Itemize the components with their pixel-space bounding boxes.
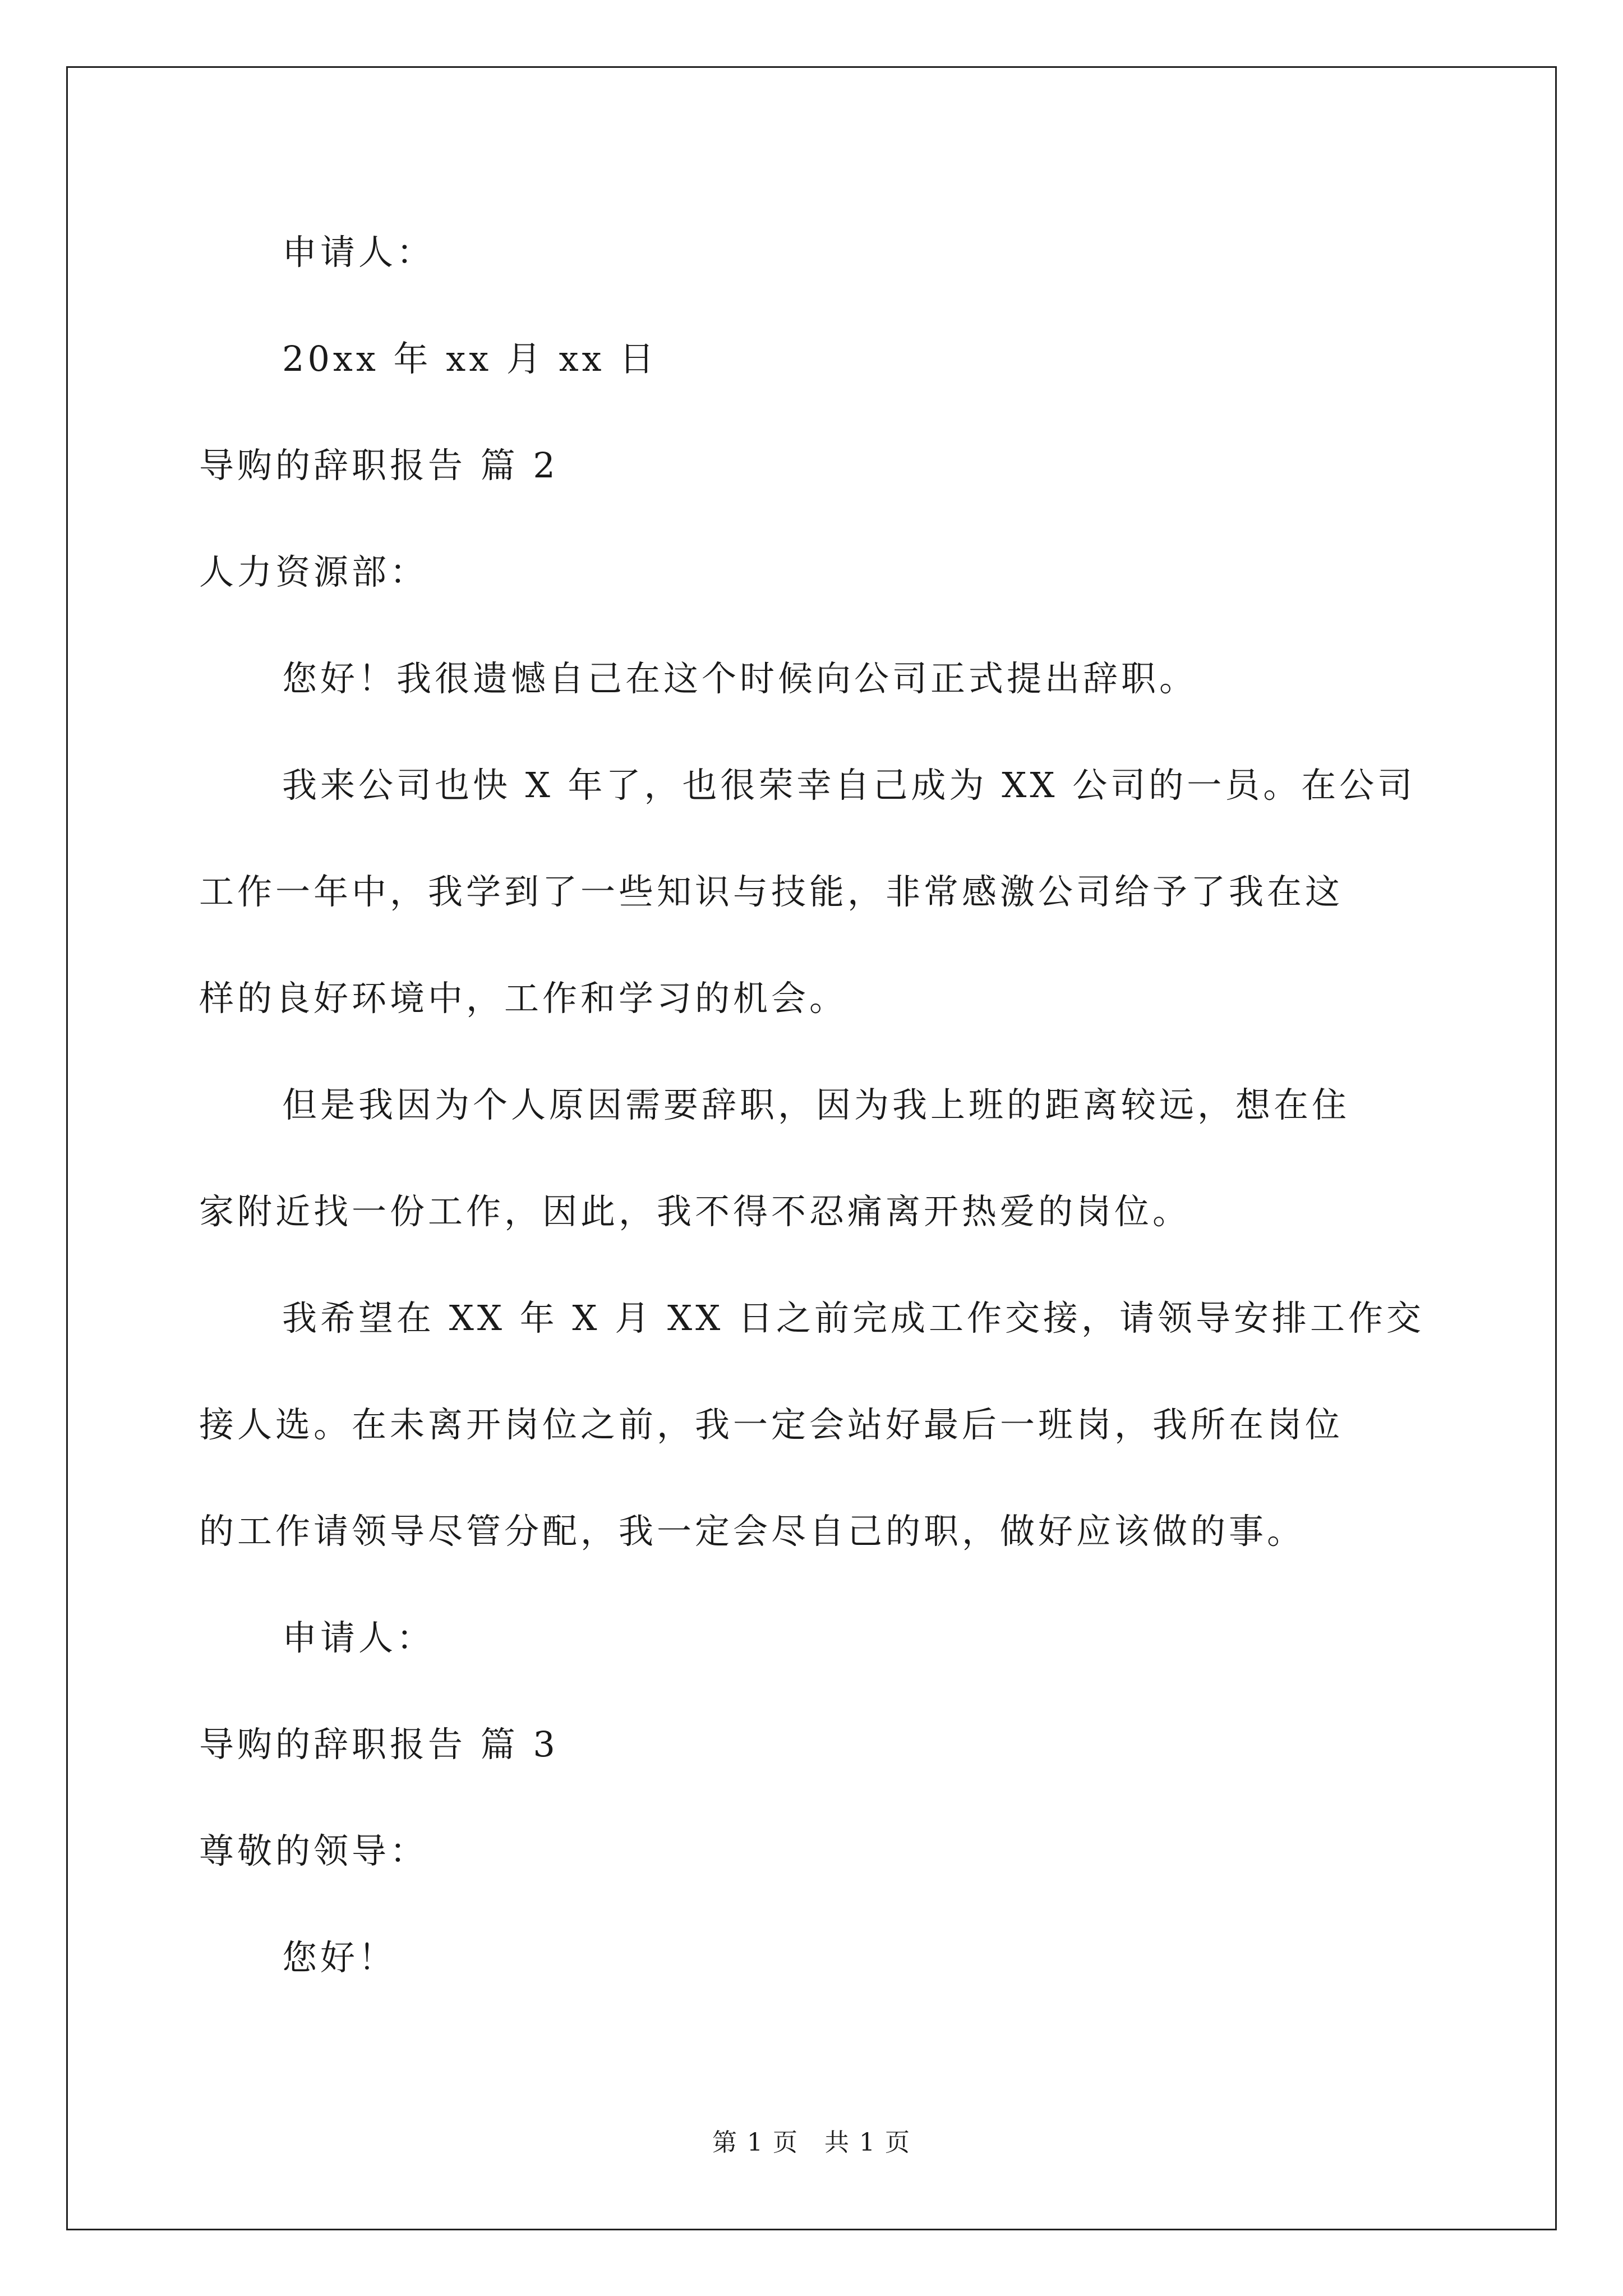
paragraph-line: 您好！我很遗憾自己在这个时候向公司正式提出辞职。 — [282, 658, 1198, 699]
salutation-hr: 人力资源部： — [199, 551, 428, 592]
paragraph-line: 但是我因为个人原因需要辞职，因为我上班的距离较远，想在住 — [282, 1084, 1350, 1125]
date-line: 20xx 年 xx 月 xx 日 — [282, 338, 658, 379]
paragraph-line: 的工作请领导尽管分配，我一定会尽自己的职，做好应该做的事。 — [199, 1511, 1306, 1552]
paragraph-line: 接人选。在未离开岗位之前，我一定会站好最后一班岗，我所在岗位 — [199, 1404, 1344, 1445]
section-heading-2: 导购的辞职报告 篇 2 — [199, 445, 559, 486]
paragraph-line: 样的良好环境中，工作和学习的机会。 — [199, 978, 848, 1019]
paragraph-line: 工作一年中，我学到了一些知识与技能，非常感激公司给予了我在这 — [199, 871, 1344, 912]
page-border — [66, 66, 1557, 2230]
paragraph-line: 我希望在 XX 年 X 月 XX 日之前完成工作交接，请领导安排工作交 — [282, 1297, 1424, 1338]
salutation-leader: 尊敬的领导： — [199, 1830, 428, 1871]
section-heading-3: 导购的辞职报告 篇 3 — [199, 1724, 559, 1765]
applicant-label: 申请人： — [282, 232, 435, 273]
paragraph-line: 我来公司也快 X 年了，也很荣幸自己成为 XX 公司的一员。在公司 — [282, 765, 1416, 806]
page-footer: 第 1 页 共 1 页 — [712, 2128, 911, 2157]
paragraph-line: 家附近找一份工作，因此，我不得不忍痛离开热爱的岗位。 — [199, 1191, 1191, 1232]
greeting-line: 您好！ — [282, 1937, 397, 1978]
applicant-label: 申请人： — [282, 1617, 435, 1658]
